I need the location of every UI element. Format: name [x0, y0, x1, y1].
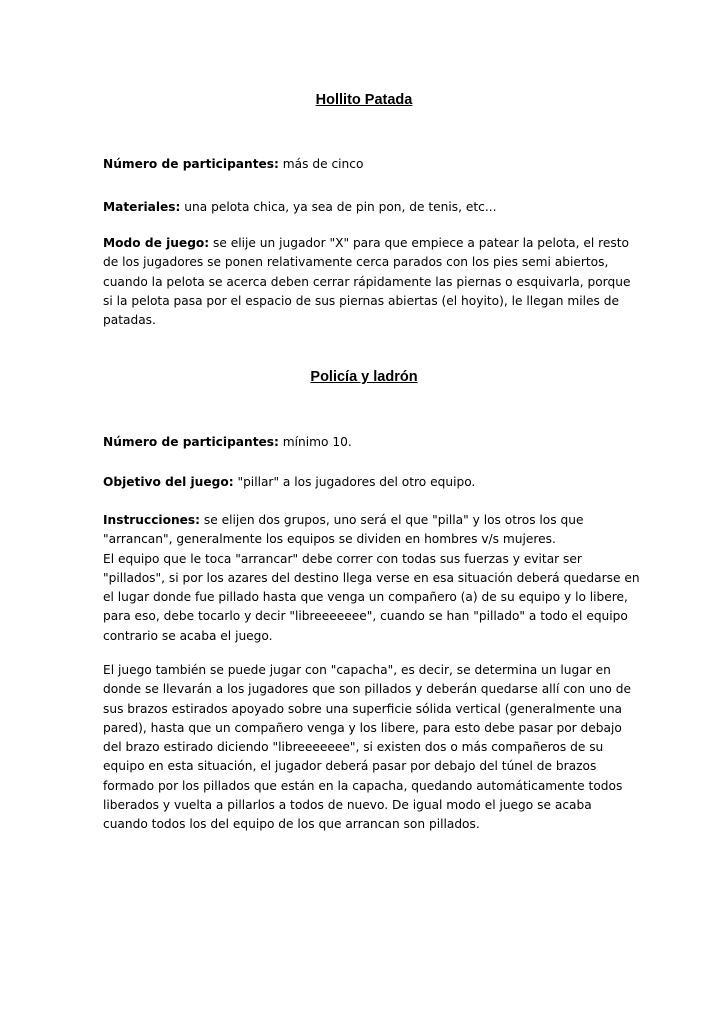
mode-label: Modo de juego: — [103, 236, 210, 250]
instructions-line-4: el lugar donde fue pillado hasta que venga un compañero (a) de su equipo y lo libere, — [103, 590, 628, 605]
mode-line-3: si la pelota pasa por el espacio de sus piernas abiertas (el hoyito), le llegan miles de — [103, 293, 620, 308]
instructions-line-2: El equipo que le toca "arrancar" debe correr con todas sus fuerzas y evitar ser — [103, 551, 582, 566]
instructions-line-0: se elijen dos grupos, uno será el que "pilla" y los otros los que — [200, 513, 584, 527]
mode-line — [103, 234, 633, 253]
materials-text: una pelota chica, ya sea de pin pon, de tenis, etc... — [180, 200, 497, 214]
capacha-line-0: El juego también se puede jugar con "capacha", es decir, se determina un lugar en — [103, 663, 611, 677]
materials-label: Materiales: — [103, 200, 181, 214]
instructions-paragraph — [103, 511, 640, 646]
objective-label: Objetivo del juego: — [103, 475, 234, 489]
participants-text-2: mínimo 10. — [278, 435, 352, 449]
capacha-line-7: liberados y vuelta a pillarlos a todos de nuevo. De igual modo el juego se acaba — [103, 798, 592, 813]
instructions-line-1: "arrancan", generalmente los equipos se dividen en hombres v/s mujeres. — [103, 532, 556, 547]
participants-text-1: más de cinco — [278, 157, 364, 171]
materials-paragraph — [103, 198, 633, 217]
capacha-line-6: formado por los pillados que están en la capacha, quedando automáticamente todos — [103, 778, 623, 793]
capacha-line-1: donde se llevarán a los jugadores que son pillados y deberán quedarse allí con uno de — [103, 682, 631, 697]
instructions-line-6: contrario se acaba el juego. — [103, 628, 273, 643]
section-title-hollito-patada: Hollito Patada — [315, 92, 413, 108]
mode-line-4: patadas. — [103, 313, 156, 328]
objective-text: "pillar" a los jugadores del otro equipo. — [233, 475, 476, 489]
participants-paragraph-2 — [103, 433, 633, 452]
instructions-line-5: para eso, debe tocarlo y decir "libreeeeeee", cuando se han "pillado" a todo el equipo — [103, 609, 628, 624]
capacha-line-4: del brazo estirado diciendo "libreeeeeee", si existen dos o más compañeros de su — [103, 740, 604, 755]
capacha-line-2: sus brazos estirados apoyado sobre una superficie sólida vertical (generalmente una — [103, 701, 623, 716]
objective-paragraph — [103, 473, 633, 492]
mode-paragraph — [103, 234, 633, 330]
capacha-line-8: cuando todos los del equipo de los que arrancan son pillados. — [103, 817, 480, 832]
participants-label-1: Número de participantes: — [103, 157, 279, 171]
participants-paragraph-1 — [103, 155, 633, 174]
mode-line-0: se elije un jugador "X" para que empiece a patear la pelota, el resto — [209, 236, 629, 250]
mode-line-2: cuando la pelota se acerca deben cerrar rápidamente las piernas o esquivarla, porque — [103, 274, 631, 289]
capacha-paragraph — [103, 661, 633, 835]
instructions-label: Instrucciones: — [103, 513, 201, 527]
capacha-line-3: pared), hasta que un compañero venga y los libere, para esto debe pasar por debajo — [103, 720, 622, 735]
participants-label-2: Número de participantes: — [103, 435, 279, 449]
instructions-line — [103, 511, 633, 530]
instructions-line-3: "pillados", si por los azares del destino llega verse en esa situación deberá quedarse en — [103, 570, 640, 585]
section-title-policia-y-ladron: Policía y ladrón — [310, 369, 418, 385]
capacha-line-5: equipo en esta situación, el jugador deberá pasar por debajo del túnel de brazos — [103, 759, 597, 774]
mode-line-1: de los jugadores se ponen relativamente cerca parados con los pies semi abiertos, — [103, 255, 609, 270]
